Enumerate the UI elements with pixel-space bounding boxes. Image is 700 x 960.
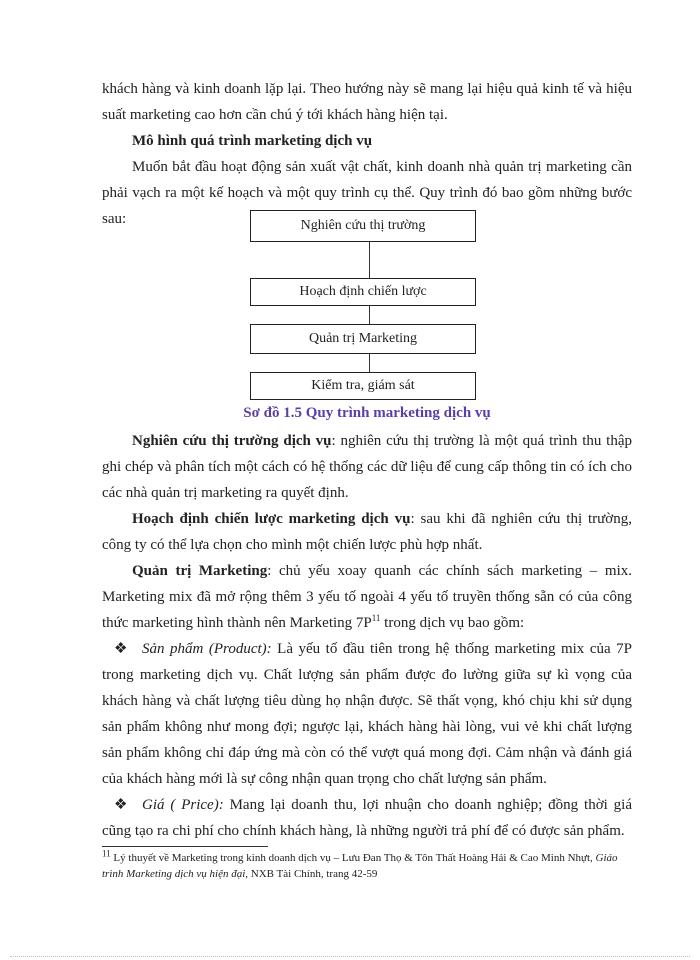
market-research-text: : nghiên cứu thị trường là một quá trình thu thập ghi chép và phân tích một cách có hệ thống các dữ liệu để cung cấp thông tin có ích cho các nhà quản trị marketing ra quyết định. xyxy=(102,433,632,501)
diamond-bullet-icon: ❖ xyxy=(114,641,128,657)
section-heading xyxy=(102,128,632,154)
strategy-text: : sau khi đã nghiên cứu thị trường, công ty có thể lựa chọn cho mình một chiến lược phù hợp nhất. xyxy=(102,511,632,553)
paragraph-intro: khách hàng và kinh doanh lặp lại. Theo hướng này sẽ mang lại hiệu quả kinh tế và hiệu suất marketing cao hơn cần chú ý tới khách hàng hiện tại. xyxy=(102,81,632,123)
footnote xyxy=(102,850,632,882)
footnote-text: Lý thuyết về Marketing trong kinh doanh dịch vụ – Lưu Đan Thọ & Tôn Thất Hoàng Hải & Cao Minh Nhựt, xyxy=(110,852,596,864)
connector-line xyxy=(369,242,370,278)
term-strategy: Hoạch định chiến lược marketing dịch vụ xyxy=(132,511,411,527)
management-text-end: trong dịch vụ bao gồm: xyxy=(380,615,525,631)
footnote-ref[interactable]: 11 xyxy=(371,613,381,623)
footnote-separator xyxy=(102,846,268,847)
management-text: : chủ yếu xoay quanh các chính sách marketing – mix. Marketing mix đã mở rộng thêm 3 yếu tố ngoài 4 yếu tố truyền thống sẵn có của công thức marketing hình thành nên Marketing 7P xyxy=(102,563,632,631)
step-monitoring: Kiểm tra, giám sát xyxy=(250,372,476,400)
bullet-product xyxy=(102,636,632,792)
paragraph-process-intro: Muốn bắt đầu hoạt động sản xuất vật chất, kinh doanh nhà quản trị marketing cần phải vạch ra một kế hoạch và một quy trình cụ thể. Quy trình đó bao gồm những bước sau: xyxy=(102,159,632,227)
footnote-publisher: , NXB Tài Chính, trang 42-59 xyxy=(245,868,378,880)
paragraph-strategy xyxy=(102,506,632,558)
term-product: Sản phẩm (Product): xyxy=(142,641,272,657)
step-strategy-planning: Hoạch định chiến lược xyxy=(250,278,476,306)
connector-line xyxy=(369,306,370,324)
paragraph-market-research xyxy=(102,428,632,506)
footnote-number: 11 xyxy=(102,848,111,859)
page-bottom-border xyxy=(10,956,690,958)
term-management: Quản trị Marketing xyxy=(132,563,268,579)
diamond-bullet-icon: ❖ xyxy=(114,797,128,813)
term-market-research: Nghiên cứu thị trường dịch vụ xyxy=(132,433,332,449)
price-text: Mang lại doanh thu, lợi nhuận cho doanh nghiệp; đồng thời giá cũng tạo ra chi phí cho chính khách hàng, là những người trả phí để có được sản phẩm. xyxy=(102,797,632,839)
section-heading-text: Mô hình quá trình marketing dịch vụ xyxy=(132,133,373,149)
paragraph-management xyxy=(102,558,632,636)
step-market-research: Nghiên cứu thị trường xyxy=(250,210,476,242)
bullet-price xyxy=(102,792,632,844)
term-price: Giá ( Price): xyxy=(142,797,224,813)
connector-line xyxy=(369,354,370,372)
diagram-caption: Sơ đồ 1.5 Quy trình marketing dịch vụ xyxy=(243,405,491,421)
footnote-book-title: Giáo trình Marketing dịch vụ hiện đại xyxy=(102,852,618,880)
step-marketing-management: Quản trị Marketing xyxy=(250,324,476,354)
product-text: Là yếu tố đầu tiên trong hệ thống marketing mix của 7P trong marketing dịch vụ. Chất lượng sản phẩm được đo lường giữa sự kì vọng của khách hàng và chất lượng tiêu dùng họ nhận được. Sẽ thất vọng, khó chịu khi sử dụng sản phẩm không như mong đợi; ngược lại, khách hàng hài lòng, vui vẻ khi chất lượng sản phẩm không chỉ đáp ứng mà còn có thể vượt quá mong đợi. Cảm nhận và đánh giá của khách hàng mới là sự công nhận quan trọng cho chất lượng sản phẩm. xyxy=(102,641,632,787)
